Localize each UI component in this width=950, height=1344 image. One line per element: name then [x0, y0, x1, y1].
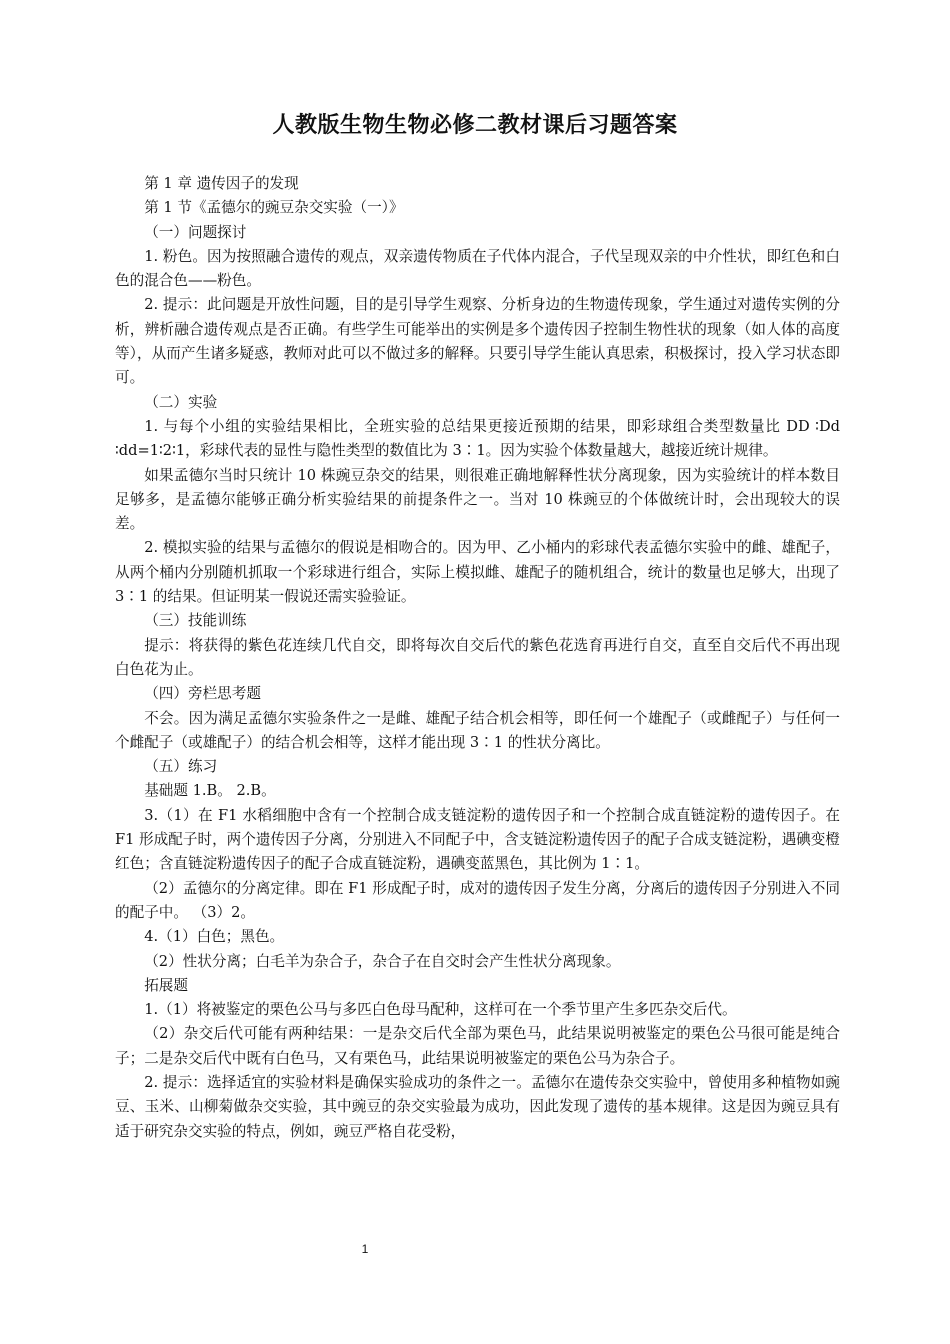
paragraph: 如果孟德尔当时只统计 10 株豌豆杂交的结果，则很难正确地解释性状分离现象，因为实验统计的样本数目足够多，是孟德尔能够正确分析实验结果的前提条件之一。当对 10 株豌豆的个体做统计时，会出现较大的误差。	[115, 466, 840, 533]
paragraph: 2. 提示：此问题是开放性问题，目的是引导学生观察、分析身边的生物遗传现象，学生通过对遗传实例的分析，辨析融合遗传观点是否正确。有些学生可能举出的实例是多个遗传因子控制生物性状的现象（如人体的高度等），从而产生诸多疑惑，教师对此可以不做过多的解释。只要引导学生能认真思索，积极探讨，投入学习状态即可。	[115, 296, 840, 387]
paragraph: （二）实验	[144, 393, 218, 411]
paragraph: （三）技能训练	[144, 612, 247, 630]
document-title: 人教版生物生物必修二教材课后习题答案	[272, 113, 678, 138]
paragraph: （四）旁栏思考题	[144, 685, 261, 703]
page-number: 1	[361, 1242, 369, 1256]
paragraph: 拓展题	[144, 976, 188, 994]
paragraph: 3.（1）在 F1 水稻细胞中含有一个控制合成支链淀粉的遗传因子和一个控制合成直链淀粉的遗传因子。在 F1 形成配子时，两个遗传因子分离，分别进入不同配子中，含支链淀粉遗传因子的配子合成支链淀粉，遇碘变橙红色；含直链淀粉遗传因子的配子合成直链淀粉，遇碘变蓝黑色，其比例为 1∶1。	[115, 806, 840, 873]
paragraph: 1.（1）将被鉴定的栗色公马与多匹白色母马配种，这样可在一个季节里产生多匹杂交后代。	[144, 1001, 737, 1019]
paragraph: 第 1 章 遗传因子的发现	[144, 175, 299, 192]
paragraph: （2）性状分离；白毛羊为杂合子，杂合子在自交时会产生性状分离现象。	[144, 952, 621, 970]
paragraph: （2）孟德尔的分离定律。即在 F1 形成配子时，成对的遗传因子发生分离，分离后的遗传因子分别进入不同的配子中。 （3）2。	[115, 879, 840, 921]
paragraph: 基础题 1.B。 2.B。	[144, 782, 276, 800]
paragraph: （一）问题探讨	[144, 223, 247, 241]
paragraph: 1. 粉色。因为按照融合遗传的观点，双亲遗传物质在子代体内混合，子代呈现双亲的中介性状，即红色和白色的混合色——粉色。	[115, 247, 840, 290]
paragraph: 2. 模拟实验的结果与孟德尔的假说是相吻合的。因为甲、乙小桶内的彩球代表孟德尔实验中的雌、雄配子，从两个桶内分别随机抓取一个彩球进行组合，实际上模拟雌、雄配子的随机组合，统计的数量也足够大，出现了 3∶1 的结果。但证明某一假说还需实验验证。	[115, 539, 840, 606]
paragraph: 第 1 节《孟德尔的豌豆杂交实验（一）》	[144, 199, 404, 217]
paragraph: 4.（1）白色；黑色。	[144, 928, 285, 946]
paragraph: 提示：将获得的紫色花连续几代自交，即将每次自交后代的紫色花选育再进行自交，直至自交后代不再出现白色花为止。	[115, 636, 840, 678]
paragraph: 不会。因为满足孟德尔实验条件之一是雌、雄配子结合机会相等，即任何一个雄配子（或雌配子）与任何一个雌配子（或雄配子）的结合机会相等，这样才能出现 3∶1 的性状分离比。	[115, 709, 840, 751]
paragraph: 2. 提示：选择适宜的实验材料是确保实验成功的条件之一。孟德尔在遗传杂交实验中，曾使用多种植物如豌豆、玉米、山柳菊做杂交实验，其中豌豆的杂交实验最为成功，因此发现了遗传的基本规律。这是因为豌豆具有适于研究杂交实验的特点，例如，豌豆严格自花受粉，	[115, 1073, 840, 1140]
paragraph: （五）练习	[144, 758, 218, 776]
paragraph: （2）杂交后代可能有两种结果：一是杂交后代全部为栗色马，此结果说明被鉴定的栗色公马很可能是纯合子；二是杂交后代中既有白色马，又有栗色马，此结果说明被鉴定的栗色公马为杂合子。	[115, 1025, 840, 1067]
paragraph: 1. 与每个小组的实验结果相比，全班实验的总结果更接近预期的结果，即彩球组合类型数量比 DD ∶Dd ∶dd=1∶2∶1，彩球代表的显性与隐性类型的数值比为 3∶1。因为实验个体数量越大，越接近统计规律。	[115, 417, 840, 460]
document-body	[115, 172, 840, 1144]
